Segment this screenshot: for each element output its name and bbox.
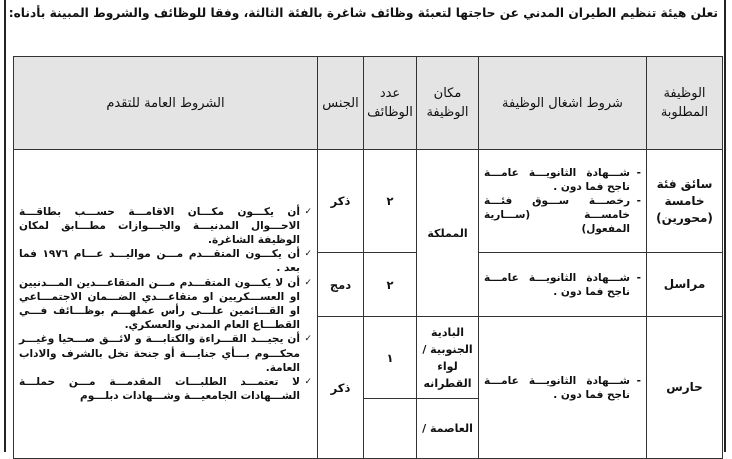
job-conditions-cell <box>479 150 647 253</box>
location-line: لواء <box>437 359 458 373</box>
condition-item: - شـــهادة الثانويـــة عامـــة ناجح فما دون . <box>484 166 641 194</box>
general-condition-item: ✓ لا تعتمـــد الطلبـــات المقدمـــة مـــن حملـــة الشـــهادات الجامعيـــة وشـــهادات دبلـــوم <box>19 375 312 403</box>
location-line: الجنوبية / <box>422 342 473 356</box>
job-title-cell: حارس <box>647 317 723 459</box>
job-count-cell: ٢ <box>364 253 417 317</box>
table-header-row <box>14 57 723 150</box>
job-title-line: خامسة <box>664 193 705 208</box>
condition-item: - رخصـــة ســـوق فئـــة خامســـة (ســـارية المفعول) <box>484 194 641 236</box>
job-conditions-list <box>482 271 643 299</box>
condition-item: - شـــهادة الثانويـــة عامـــة ناجح فما دون . <box>484 271 641 299</box>
header-gender: الجنس <box>318 57 364 150</box>
job-gender-cell: ذكر <box>318 150 364 253</box>
header-count-line: الوظائف <box>367 105 413 120</box>
job-conditions-list <box>482 166 643 236</box>
header-location-line: الوظيفة <box>426 105 469 120</box>
header-general: الشروط العامة للتقدم <box>14 57 318 150</box>
header-location <box>417 57 479 150</box>
job-location-cell <box>417 317 479 399</box>
job-location-cell: المملكة <box>417 150 479 317</box>
header-job-line: المطلوبة <box>660 105 709 120</box>
job-count-cell: ٢ <box>364 150 417 253</box>
location-line: العاصمة / <box>422 422 473 435</box>
location-line: البادية <box>431 325 464 339</box>
general-condition-item: ✓ أن لا يكـــون المتقـــدم مـــن المتقاعـــدين المـــدنيين او العســـكريين او متقاعـــدي الضـــمان الاجتمـــاعي او القـــائمين علـــى رأس عملهـــم بوظـــائف فـــي القطـــاع العام المدني والعسكري. <box>19 276 312 333</box>
job-title-cell: مراسل <box>647 253 723 317</box>
condition-item: - شـــهادة الثانويـــة عامـــة ناجح فما دون . <box>484 374 641 402</box>
general-condition-item: ✓ أن يكـــون المتقـــدم مـــن مواليـــد عـــام ١٩٧٦ فما بعد . <box>19 247 312 275</box>
general-condition-item: ✓ أن يكـــون مكـــان الاقامـــة حســـب بطاقـــة الاحـــوال المدنيـــة والجـــوازات مطـــابق لمكان الوظيفة الشاغرة. <box>19 205 312 248</box>
announcement-intro: تعلن هيئة تنظيم الطيران المدني عن حاجتها لتعبئة وظائف شاغرة بالفئة الثالثة، وفقا للوظائف والشروط المبينة بأدناه: <box>8 6 718 20</box>
general-conditions-list <box>17 205 314 404</box>
header-job-line: الوظيفة <box>663 86 706 101</box>
job-conditions-list <box>482 374 643 402</box>
header-conditions: شروط اشغال الوظيفة <box>479 57 647 150</box>
header-location-line: مكان <box>433 86 462 101</box>
table-row <box>14 150 723 253</box>
job-gender-cell: ذكر <box>318 317 364 459</box>
general-condition-item: ✓ أن يجيـــد القـــراءة والكتابـــة و لائـــق صـــحيا وغيـــر محكـــوم بـــأي جنايـــة أو جنحة تخل بالشرف والاداب العامة. <box>19 332 312 375</box>
header-job <box>647 57 723 150</box>
job-title-line: (محورين) <box>656 210 713 225</box>
general-conditions-cell <box>14 150 318 459</box>
jobs-table <box>13 56 723 459</box>
job-title-cell <box>647 150 723 253</box>
location-line: القطرانه <box>423 376 472 390</box>
job-gender-cell: دمج <box>318 253 364 317</box>
job-title-line: سائق فئة <box>656 176 713 191</box>
header-count-line: عدد <box>379 86 401 101</box>
job-conditions-cell <box>479 317 647 459</box>
header-count <box>364 57 417 150</box>
job-count-cell: ١ <box>364 317 417 399</box>
job-conditions-cell <box>479 253 647 317</box>
